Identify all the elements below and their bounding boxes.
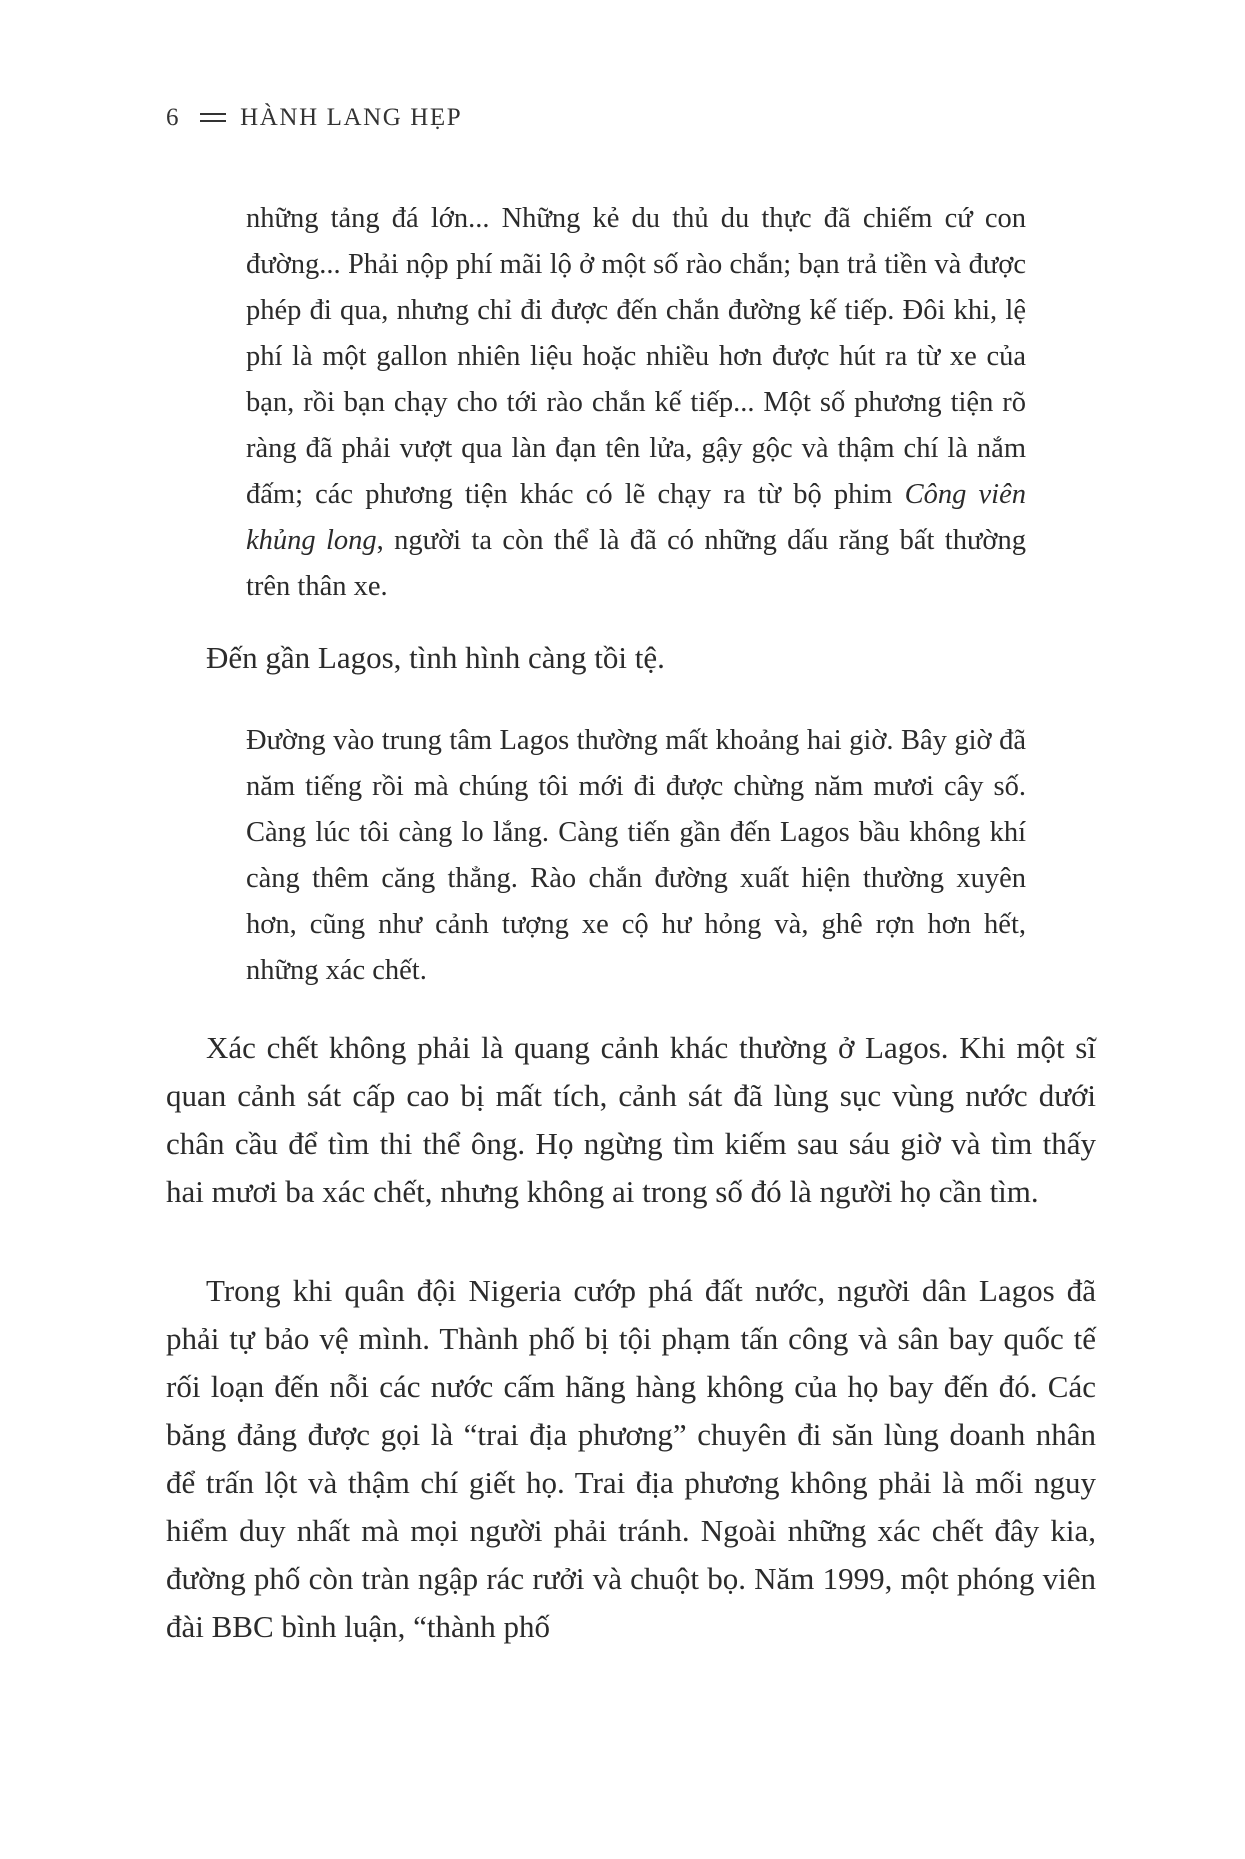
body-paragraph-1-text: Xác chết không phải là quang cảnh khác thường ở Lagos. Khi một sĩ quan cảnh sát cấp cao bị mất tích, cảnh sát đã lùng sục vùng nước dưới chân cầu để tìm thi thể ông. Họ ngừng tìm kiếm sau sáu giờ và tìm thấy hai mươi ba xác chết, nhưng không ai trong số đó là người họ cần tìm. [166,1030,1096,1209]
block-quote-1-before-title: những tảng đá lớn... Những kẻ du thủ du thực đã chiếm cứ con đường... Phải nộp phí mãi lộ ở một số rào chắn; bạn trả tiền và được phép đi qua, nhưng chỉ đi được đến chắn đường kế tiếp. Đôi khi, lệ phí là một gallon nhiên liệu hoặc nhiều hơn được hút ra từ xe của bạn, rồi bạn chạy cho tới rào chắn kế tiếp... Một số phương tiện rõ ràng đã phải vượt qua làn đạn tên lửa, gậy gộc và thậm chí là nắm đấm; các phương tiện khác có lẽ chạy ra từ bộ phim [246,203,1026,510]
block-quote-2 [246,718,1026,994]
block-quote-2-text: Đường vào trung tâm Lagos thường mất khoảng hai giờ. Bây giờ đã năm tiếng rồi mà chúng tôi mới đi được chừng năm mươi cây số. Càng lúc tôi càng lo lắng. Càng tiến gần đến Lagos bầu không khí càng thêm căng thẳng. Rào chắn đường xuất hiện thường xuyên hơn, cũng như cảnh tượng xe cộ hư hỏng và, ghê rợn hơn hết, những xác chết. [246,725,1026,986]
body-paragraph-2 [166,1267,1096,1651]
intro-line: Đến gần Lagos, tình hình càng tồi tệ. [206,640,665,675]
block-quote-1-text [246,196,1026,610]
body-paragraph-2-text: Trong khi quân đội Nigeria cướp phá đất nước, người dân Lagos đã phải tự bảo vệ mình. Thành phố bị tội phạm tấn công và sân bay quốc tế rối loạn đến nỗi các nước cấm hãng hàng không của họ bay đến đó. Các băng đảng được gọi là “trai địa phương” chuyên đi săn lùng doanh nhân để trấn lột và thậm chí giết họ. Trai địa phương không phải là mối nguy hiểm duy nhất mà mọi người phải tránh. Ngoài những xác chết đây kia, đường phố còn tràn ngập rác rưởi và chuột bọ. Năm 1999, một phóng viên đài BBC bình luận, “thành phố [166,1273,1096,1644]
book-title: HÀNH LANG HẸP [240,104,463,131]
header-separator [200,113,226,122]
block-quote-1 [246,196,1026,610]
block-quote-1-after-title: , người ta còn thể là đã có những dấu răng bất thường trên thân xe. [246,525,1026,602]
body-paragraph-1 [166,1024,1096,1216]
film-title: Công viên khủng long [246,479,1026,556]
running-header [166,104,462,132]
page-number: 6 [166,104,181,131]
